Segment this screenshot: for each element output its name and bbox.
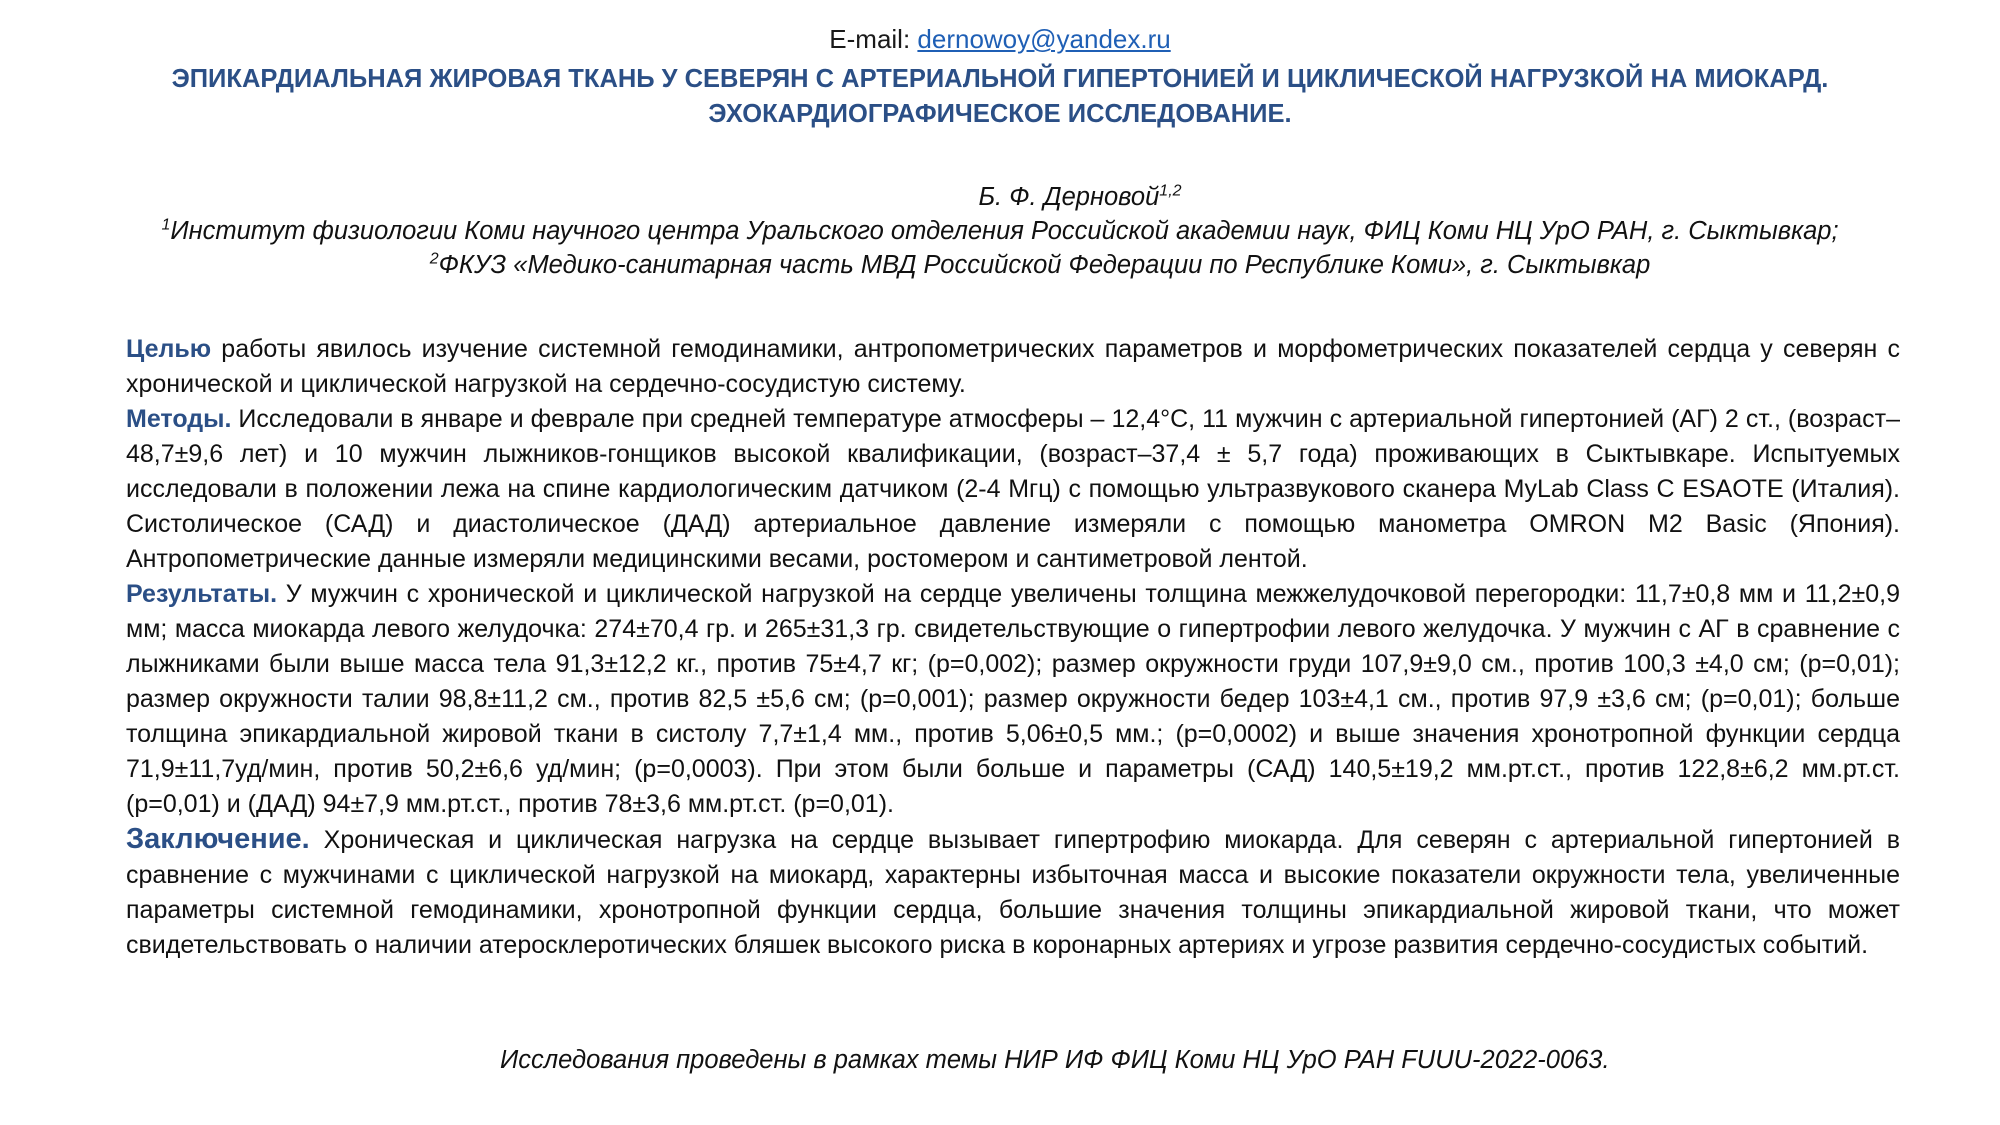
- methods-paragraph: [126, 402, 1900, 577]
- goal-label: Целью: [126, 335, 212, 363]
- author-name-line: [0, 180, 2000, 214]
- author-affiliation-sup: 1,2: [1159, 182, 1182, 200]
- affiliation-1: [0, 214, 2000, 248]
- goal-text: работы явилось изучение системной гемодинамики, антропометрических параметров и морфометрических показателей сердца у северян с хронической и циклической нагрузкой на сердечно-сосудистую систему.: [126, 335, 1900, 398]
- affiliation-2: [0, 248, 2000, 282]
- abstract-body: [126, 332, 1900, 963]
- results-label: Результаты.: [126, 580, 278, 608]
- email-prefix: E-mail:: [829, 24, 918, 54]
- affiliation-1-sup: 1: [161, 216, 171, 234]
- document-title: [0, 62, 2000, 132]
- affiliation-2-sup: 2: [429, 250, 439, 268]
- affiliation-1-text: Институт физиологии Коми научного центра Уральского отделения Российской академии наук, ФИЦ Коми НЦ УрО РАН, г. Сыктывкар;: [170, 217, 1839, 245]
- email-line: [0, 22, 2000, 56]
- affiliation-2-text: ФКУЗ «Медико-санитарная часть МВД Российской Федерации по Республике Коми», г. Сыктывкар: [438, 251, 1651, 279]
- conclusion-label: Заключение.: [126, 823, 310, 855]
- results-paragraph: [126, 577, 1900, 822]
- methods-label: Методы.: [126, 405, 232, 433]
- conclusion-text: Хроническая и циклическая нагрузка на сердце вызывает гипертрофию миокарда. Для северян с артериальной гипертонией в сравнение с мужчинами с циклической нагрузкой на миокард, характерны избыточная масса и высокие показатели окружности тела, увеличенные параметры системной гемодинамики, хронотропной функции сердца, большие значения толщины эпикардиальной жировой ткани, что может свидетельствовать о наличии атеросклеротических бляшек высокого риска в коронарных артериях и угрозе развития сердечно-сосудистых событий.: [126, 826, 1900, 959]
- conclusion-paragraph: [126, 822, 1900, 963]
- author-name: Б. Ф. Дерновой: [978, 183, 1160, 211]
- goal-paragraph: [126, 332, 1900, 402]
- funding-note: Исследования проведены в рамках темы НИР ИФ ФИЦ Коми НЦ УрО РАН FUUU-2022-0063.: [500, 1046, 1610, 1074]
- authors-block: [0, 180, 2000, 282]
- results-text: У мужчин с хронической и циклической нагрузкой на сердце увеличены толщина межжелудочковой перегородки: 11,7±0,8 мм и 11,2±0,9 мм; масса миокарда левого желудочка: 274±70,4 гр. и 265±31,3 гр. свидетельствующие о гипертрофии левого желудочка. У мужчин с АГ в сравнение с лыжниками были выше масса тела 91,3±12,2 кг., против 75±4,7 кг; (р=0,002); размер окружности груди 107,9±9,0 см., против 100,3 ±4,0 см; (р=0,01); размер окружности талии 98,8±11,2 см., против 82,5 ±5,6 см; (р=0,001); размер окружности бедер 103±4,1 см., против 97,9 ±3,6 см; (р=0,01); больше толщина эпикардиальной жировой ткани в систолу 7,7±1,4 мм., против 5,06±0,5 мм.; (р=0,0002) и выше значения хронотропной функции сердца 71,9±11,7уд/мин, против 50,2±6,6 уд/мин; (р=0,0003). При этом были больше и параметры (САД) 140,5±19,2 мм.рт.ст., против 122,8±6,2 мм.рт.ст. (р=0,01) и (ДАД) 94±7,9 мм.рт.ст., против 78±3,6 мм.рт.ст. (р=0,01).: [126, 580, 1900, 818]
- email-link[interactable]: dernowoy@yandex.ru: [917, 24, 1171, 54]
- methods-text: Исследовали в январе и феврале при средней температуре атмосферы – 12,4°С, 11 мужчин с артериальной гипертонией (АГ) 2 ст., (возраст–48,7±9,6 лет) и 10 мужчин лыжников-гонщиков высокой квалификации, (возраст–37,4 ± 5,7 года) проживающих в Сыктывкаре. Испытуемых исследовали в положении лежа на спине кардиологическим датчиком (2-4 Мгц) с помощью ультразвукового сканера MyLab Class C ESAOTE (Италия). Систолическое (САД) и диастолическое (ДАД) артериальное давление измеряли с помощью манометра OMRON M2 Basic (Япония). Антропометрические данные измеряли медицинскими весами, ростомером и сантиметровой лентой.: [126, 405, 1900, 573]
- title-line-2: ЭХОКАРДИОГРАФИЧЕСКОЕ ИССЛЕДОВАНИЕ.: [708, 100, 1292, 128]
- title-line-1: ЭПИКАРДИАЛЬНАЯ ЖИРОВАЯ ТКАНЬ У СЕВЕРЯН С АРТЕРИАЛЬНОЙ ГИПЕРТОНИЕЙ И ЦИКЛИЧЕСКОЙ НАГРУЗКОЙ НА МИОКАРД.: [171, 65, 1829, 93]
